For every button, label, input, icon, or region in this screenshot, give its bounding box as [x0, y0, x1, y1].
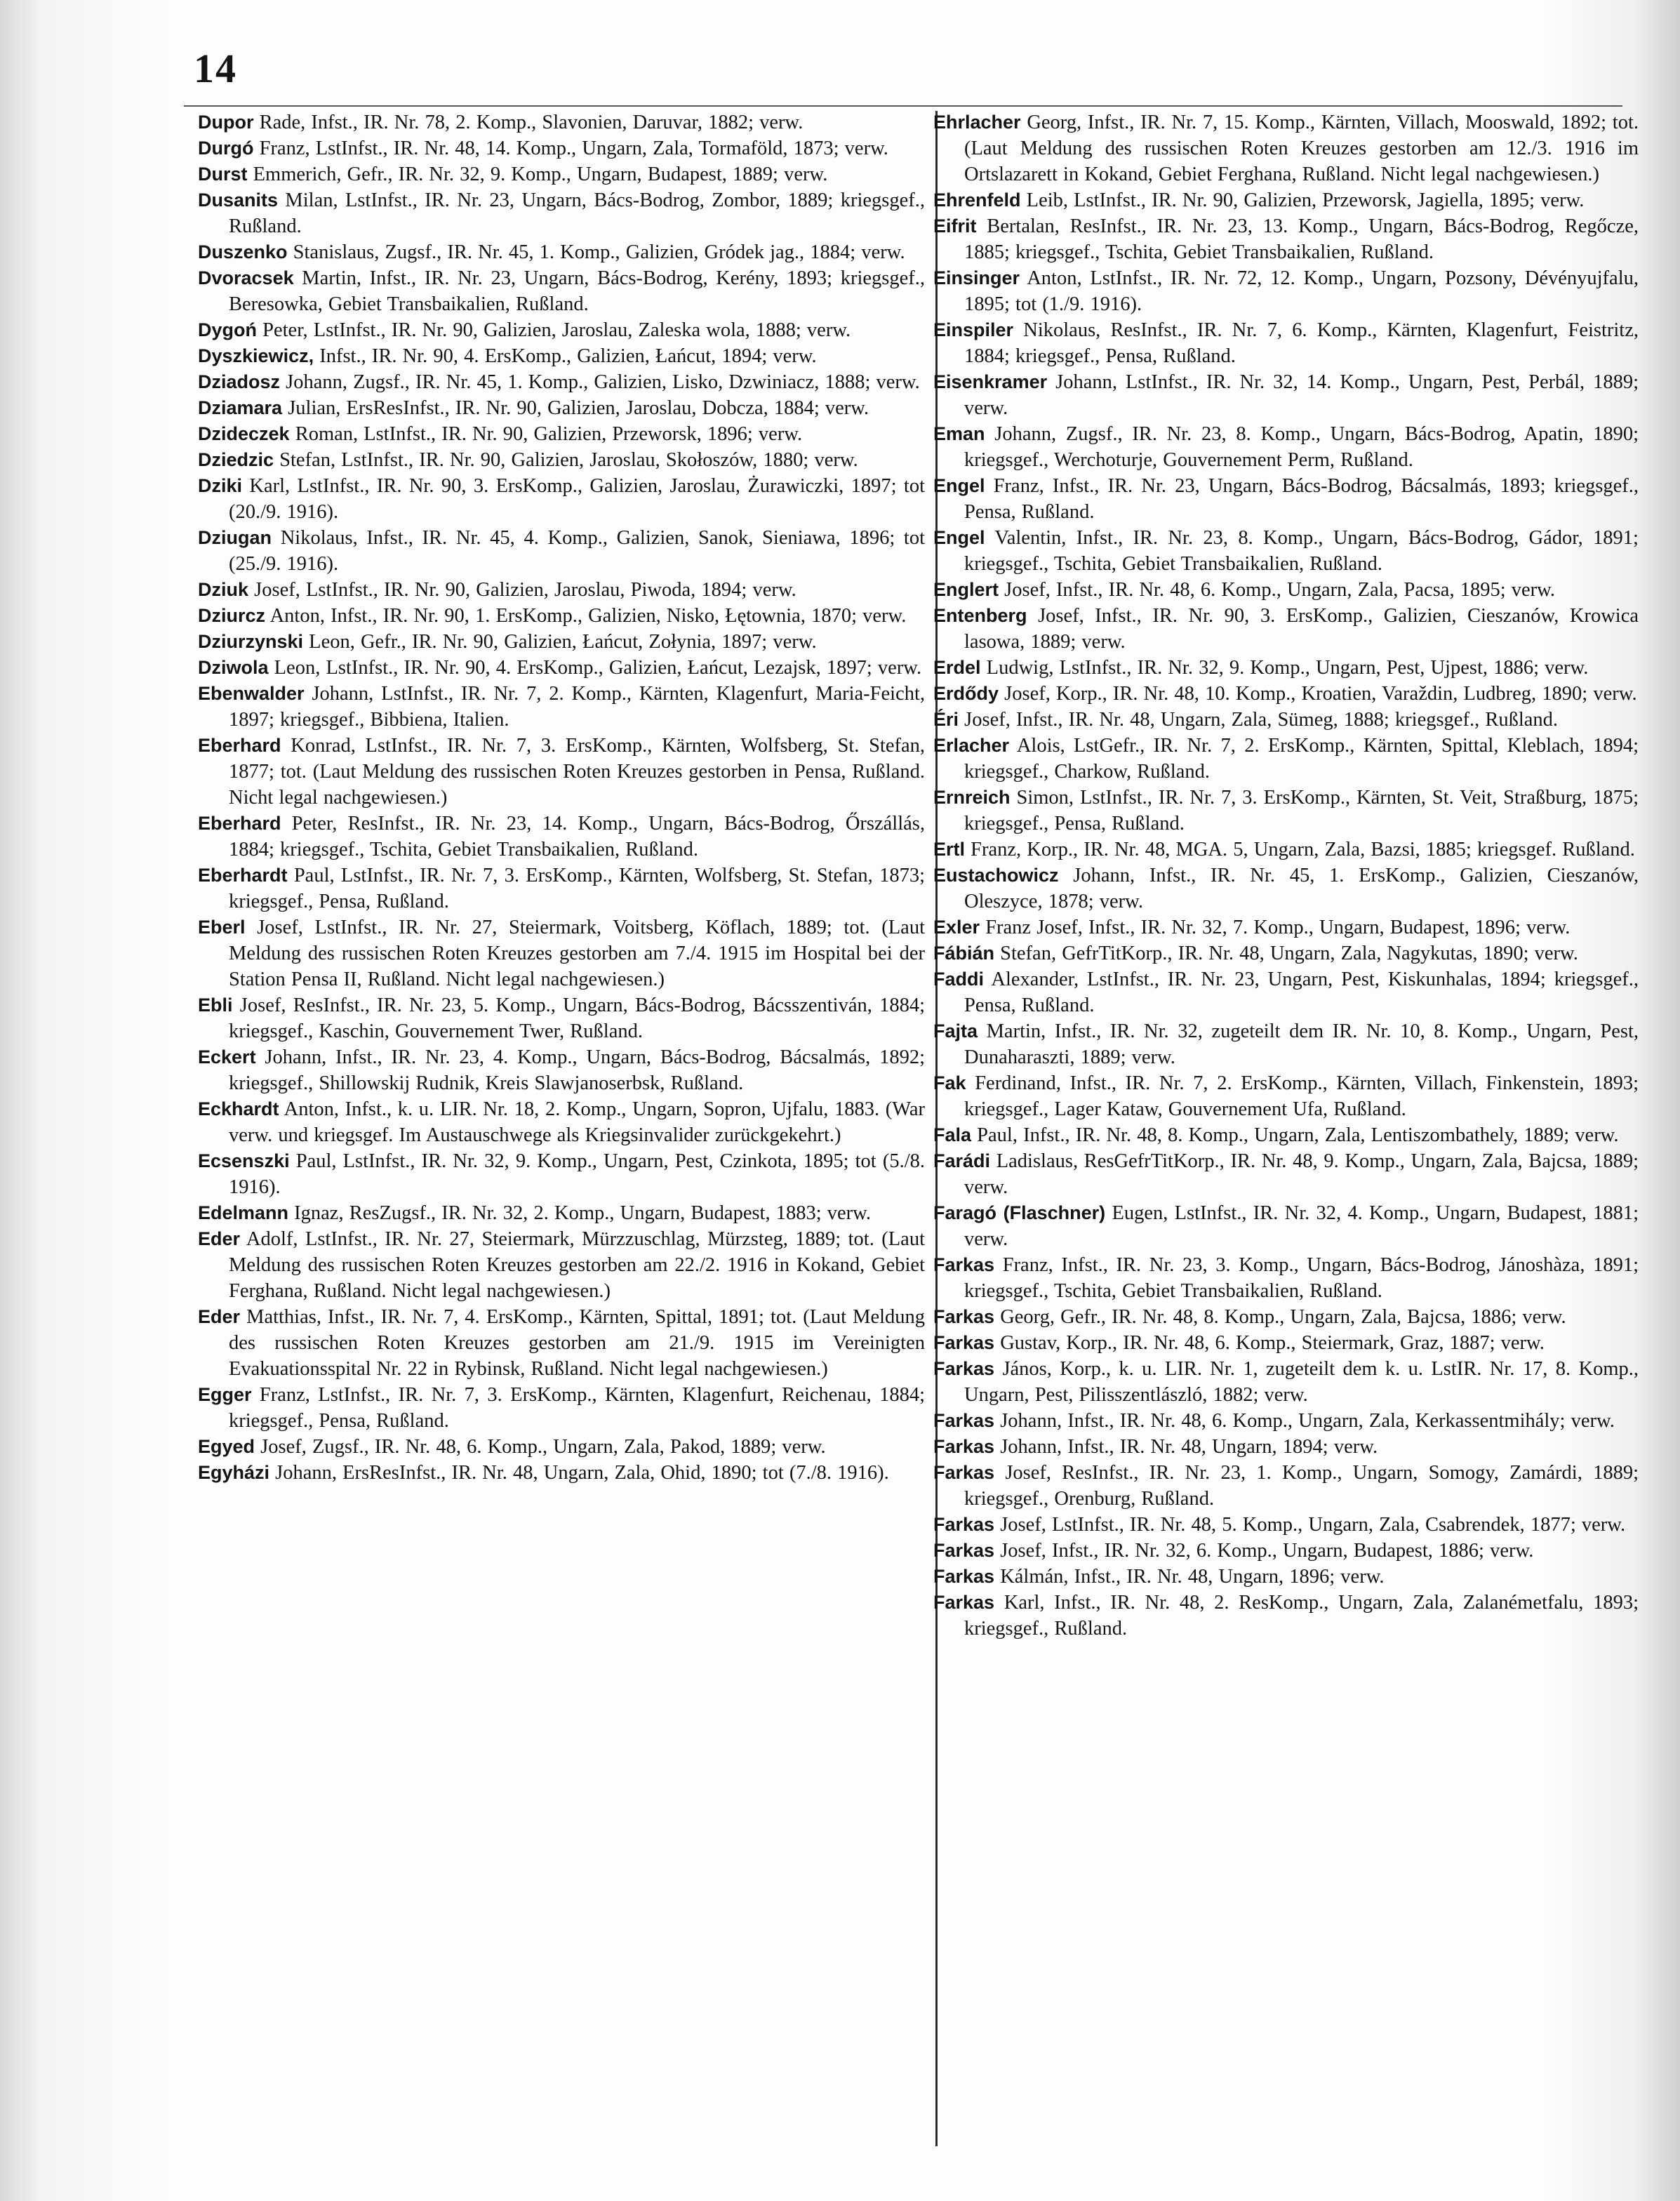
entry-details: Rade, Infst., IR. Nr. 78, 2. Komp., Slavonien, Daruvar, 1882; verw.	[259, 112, 804, 133]
register-entry	[933, 681, 1639, 707]
entry-surname: Ernreich	[933, 787, 1011, 808]
entry-details: Josef, ResInfst., IR. Nr. 23, 5. Komp., Ungarn, Bács-Bodrog, Bácsszentiván, 1884; kriegsgef., Kaschin, Gouvernement Twer, Rußland.	[229, 995, 926, 1042]
register-entry	[933, 733, 1639, 785]
register-entry	[198, 239, 925, 265]
entry-surname: Faragó (Flaschner)	[933, 1202, 1106, 1223]
entry-surname: Dziki	[198, 475, 243, 496]
entry-surname: Fala	[933, 1124, 972, 1145]
header-rule	[184, 105, 1622, 107]
register-entry	[933, 109, 1639, 187]
entry-surname: Fak	[933, 1072, 966, 1093]
entry-surname: Egger	[198, 1384, 252, 1405]
entry-surname: Eman	[933, 423, 985, 444]
entry-details: Franz, LstInfst., IR. Nr. 48, 14. Komp., Ungarn, Zala, Tormaföld, 1873; verw.	[259, 138, 888, 159]
entry-surname: Ehrenfeld	[933, 189, 1021, 211]
entry-surname: Dupor	[198, 112, 254, 133]
entry-surname: Egyházi	[198, 1462, 270, 1483]
register-entry	[198, 1304, 925, 1382]
entry-details: Nikolaus, Infst., IR. Nr. 45, 4. Komp., Galizien, Sanok, Sieniawa, 1896; tot (25./9. 1916).	[229, 527, 925, 575]
entry-details: Milan, LstInfst., IR. Nr. 23, Ungarn, Bács-Bodrog, Zombor, 1889; kriegsgef., Rußland.	[229, 189, 926, 237]
entry-surname: Farkas	[933, 1514, 995, 1535]
entry-surname: Dvoracsek	[198, 267, 294, 288]
entry-surname: Ebenwalder	[198, 683, 305, 704]
register-entry	[933, 603, 1639, 655]
entry-surname: Dyszkiewicz,	[198, 345, 314, 366]
entry-details: Johann, Infst., IR. Nr. 23, 4. Komp., Ungarn, Bács-Bodrog, Bácsalmás, 1892; kriegsgef., Shillowskij Rudnik, Kreis Slawjanoserbsk, Rußland.	[229, 1046, 926, 1094]
entry-surname: Dygoń	[198, 319, 257, 340]
entry-details: Karl, Infst., IR. Nr. 48, 2. ResKomp., Ungarn, Zala, Zalanémetfalu, 1893; kriegsgef., Rußland.	[964, 1592, 1639, 1640]
entry-surname: Farkas	[933, 1462, 995, 1483]
entry-surname: Dziugan	[198, 527, 272, 548]
entry-surname: Eustachowicz	[933, 865, 1059, 886]
entry-details: Konrad, LstInfst., IR. Nr. 7, 3. ErsKomp., Kärnten, Wolfsberg, St. Stefan, 1877; tot. (Laut Meldung des russischen Roten Kreuzes gestorben in Pensa, Rußland. Nicht legal nachgewiesen.)	[229, 735, 926, 809]
entry-surname: Egyed	[198, 1436, 255, 1457]
entry-surname: Eckert	[198, 1046, 256, 1068]
register-entry	[933, 837, 1639, 863]
register-entry	[198, 525, 925, 577]
entry-surname: Ertl	[933, 839, 966, 860]
register-entry	[198, 265, 925, 317]
entry-surname: Eisenkramer	[933, 371, 1048, 392]
register-entry	[198, 395, 925, 421]
register-entry	[198, 1096, 925, 1148]
entry-surname: Durgó	[198, 138, 254, 159]
entry-details: Stefan, LstInfst., IR. Nr. 90, Galizien, Jaroslau, Skołoszów, 1880; verw.	[279, 449, 858, 471]
entry-details: Josef, LstInfst., IR. Nr. 90, Galizien, Jaroslau, Piwoda, 1894; verw.	[254, 579, 796, 601]
entry-details: Franz, Infst., IR. Nr. 23, 3. Komp., Ungarn, Bács-Bodrog, Jánoshàza, 1891; kriegsgef., Tschita, Gebiet Transbaikalien, Rußland.	[964, 1254, 1639, 1302]
entry-surname: Eifrit	[933, 215, 977, 237]
register-entry	[933, 785, 1639, 837]
entry-details: Anton, LstInfst., IR. Nr. 72, 12. Komp., Ungarn, Pozsony, Dévényujfalu, 1895; tot (1./9. 1916).	[964, 267, 1639, 315]
register-entry	[933, 1590, 1639, 1642]
register-entry	[933, 525, 1639, 577]
register-entry	[198, 1200, 925, 1226]
register-entry	[198, 161, 925, 187]
entry-surname: Fajta	[933, 1020, 978, 1042]
entry-surname: Farkas	[933, 1306, 995, 1327]
entry-details: Georg, Infst., IR. Nr. 7, 15. Komp., Kärnten, Villach, Mooswald, 1892; tot. (Laut Meldung des russischen Roten Kreuzes gestorben am 12./3. 1916 im Ortslazarett in Kokand, Gebiet Ferghana, Rußland. Nicht legal nachgewiesen.)	[964, 112, 1639, 185]
entry-details: Anton, Infst., k. u. LIR. Nr. 18, 2. Komp., Ungarn, Sopron, Ujfalu, 1883. (War verw. und kriegsgef. Im Austauschwege als Kriegsinvalider zurückgekehrt.)	[229, 1098, 925, 1146]
register-entry	[198, 1382, 925, 1434]
entry-details: Johann, Zugsf., IR. Nr. 45, 1. Komp., Galizien, Lisko, Dzwiniacz, 1888; verw.	[286, 371, 920, 393]
entry-details: Georg, Gefr., IR. Nr. 48, 8. Komp., Ungarn, Zala, Bajcsa, 1886; verw.	[1000, 1306, 1566, 1328]
entry-surname: Dziamara	[198, 397, 283, 418]
register-entry	[933, 265, 1639, 317]
register-entry	[198, 992, 925, 1044]
entry-details: Peter, LstInfst., IR. Nr. 90, Galizien, Jaroslau, Zaleska wola, 1888; verw.	[262, 319, 851, 341]
entry-surname: Farkas	[933, 1358, 995, 1379]
entry-details: Franz Josef, Infst., IR. Nr. 32, 7. Komp., Ungarn, Budapest, 1896; verw.	[985, 917, 1571, 938]
entry-surname: Englert	[933, 579, 999, 600]
entry-details: Bertalan, ResInfst., IR. Nr. 23, 13. Komp., Ungarn, Bács-Bodrog, Regőcze, 1885; kriegsgef., Tschita, Gebiet Transbaikalien, Rußland.	[964, 215, 1639, 263]
entry-surname: Dusanits	[198, 189, 279, 211]
entry-details: Ferdinand, Infst., IR. Nr. 7, 2. ErsKomp., Kärnten, Villach, Finkenstein, 1893; kriegsgef., Lager Kataw, Gouvernement Ufa, Rußland.	[964, 1072, 1639, 1120]
right-column	[933, 109, 1639, 1642]
entry-details: Josef, ResInfst., IR. Nr. 23, 1. Komp., Ungarn, Somogy, Zamárdi, 1889; kriegsgef., Orenburg, Rußland.	[964, 1462, 1639, 1510]
entry-surname: Ehrlacher	[933, 112, 1021, 133]
entry-surname: Farkas	[933, 1592, 995, 1613]
entry-details: Peter, ResInfst., IR. Nr. 23, 14. Komp., Ungarn, Bács-Bodrog, Őrszállás, 1884; kriegsgef., Tschita, Gebiet Transbaikalien, Rußland.	[229, 813, 926, 860]
register-entry	[198, 1044, 925, 1096]
register-entry	[198, 369, 925, 395]
register-entry	[198, 187, 925, 239]
entry-details: Paul, LstInfst., IR. Nr. 7, 3. ErsKomp., Kärnten, Wolfsberg, St. Stefan, 1873; kriegsgef., Pensa, Rußland.	[229, 865, 925, 912]
entry-details: János, Korp., k. u. LIR. Nr. 1, zugeteilt dem k. u. LstIR. Nr. 17, 8. Komp., Ungarn, Pest, Pilisszentlászló, 1882; verw.	[964, 1358, 1639, 1406]
register-entry	[198, 1148, 925, 1200]
entry-surname: Duszenko	[198, 241, 288, 262]
entry-surname: Farkas	[933, 1436, 995, 1457]
entry-surname: Dziedzic	[198, 449, 274, 470]
entry-details: Infst., IR. Nr. 90, 4. ErsKomp., Galizien, Łańcut, 1894; verw.	[319, 345, 817, 367]
entry-details: Leon, LstInfst., IR. Nr. 90, 4. ErsKomp., Galizien, Łańcut, Lezajsk, 1897; verw.	[274, 657, 922, 679]
entry-details: Johann, LstInfst., IR. Nr. 7, 2. Komp., Kärnten, Klagenfurt, Maria-Feicht, 1897; kriegsgef., Bibbiena, Italien.	[229, 683, 926, 731]
entry-surname: Einsinger	[933, 267, 1020, 288]
entry-details: Ignaz, ResZugsf., IR. Nr. 32, 2. Komp., Ungarn, Budapest, 1883; verw.	[294, 1202, 872, 1224]
register-entry	[198, 421, 925, 447]
entry-details: Julian, ErsResInfst., IR. Nr. 90, Galizien, Jaroslau, Dobcza, 1884; verw.	[288, 397, 869, 419]
register-entry	[933, 1148, 1639, 1200]
register-entry	[933, 863, 1639, 915]
entry-details: Roman, LstInfst., IR. Nr. 90, Galizien, Przeworsk, 1896; verw.	[295, 423, 803, 445]
register-entry	[198, 447, 925, 473]
entry-details: Anton, Infst., IR. Nr. 90, 1. ErsKomp., Galizien, Nisko, Łętownia, 1870; verw.	[269, 605, 907, 627]
entry-details: Martin, Infst., IR. Nr. 32, zugeteilt dem IR. Nr. 10, 8. Komp., Ungarn, Pest, Dunaharaszti, 1889; verw.	[964, 1020, 1639, 1068]
register-entry	[198, 473, 925, 525]
register-entry	[933, 317, 1639, 369]
entry-details: Franz, Infst., IR. Nr. 23, Ungarn, Bács-Bodrog, Bácsalmás, 1893; kriegsgef., Pensa, Rußland.	[964, 475, 1639, 523]
register-entry	[933, 1018, 1639, 1070]
entry-surname: Dziwola	[198, 657, 269, 678]
entry-details: Ludwig, LstInfst., IR. Nr. 32, 9. Komp., Ungarn, Pest, Ujpest, 1886; verw.	[986, 657, 1589, 679]
entry-details: Josef, Infst., IR. Nr. 90, 3. ErsKomp., Galizien, Cieszanów, Krowica lasowa, 1889; verw.	[964, 605, 1639, 653]
entry-surname: Erlacher	[933, 735, 1010, 756]
register-entry	[933, 1434, 1639, 1460]
entry-details: Josef, Korp., IR. Nr. 48, 10. Komp., Kroatien, Varaždin, Ludbreg, 1890; verw.	[1004, 683, 1637, 705]
register-entry	[933, 421, 1639, 473]
register-entry	[198, 629, 925, 655]
entry-surname: Eberl	[198, 917, 246, 938]
entry-details: Paul, LstInfst., IR. Nr. 32, 9. Komp., Ungarn, Pest, Czinkota, 1895; tot (5./8. 1916).	[229, 1150, 925, 1198]
register-entry	[198, 577, 925, 603]
entry-surname: Éri	[933, 709, 959, 730]
entry-surname: Dziurzynski	[198, 631, 304, 652]
entry-surname: Dziuk	[198, 579, 249, 600]
entry-details: Leon, Gefr., IR. Nr. 90, Galizien, Łańcut, Zołynia, 1897; verw.	[309, 631, 817, 653]
entry-surname: Ebli	[198, 995, 233, 1016]
register-entry	[198, 343, 925, 369]
entry-details: Gustav, Korp., IR. Nr. 48, 6. Komp., Steiermark, Graz, 1887; verw.	[1000, 1332, 1545, 1354]
entry-surname: Eberhard	[198, 813, 281, 834]
register-entry	[933, 966, 1639, 1018]
register-entry	[198, 603, 925, 629]
entry-details: Eugen, LstInfst., IR. Nr. 32, 4. Komp., Ungarn, Budapest, 1881; verw.	[964, 1202, 1639, 1250]
entry-surname: Engel	[933, 475, 985, 496]
entry-details: Stefan, GefrTitKorp., IR. Nr. 48, Ungarn, Zala, Nagykutas, 1890; verw.	[1000, 943, 1578, 964]
entry-details: Josef, LstInfst., IR. Nr. 27, Steiermark, Voitsberg, Köflach, 1889; tot. (Laut Meldung des russischen Roten Kreuzes gestorben am 7./4. 1915 im Hospital bei der Station Pensa II, Rußland. Nicht legal nachgewiesen.)	[229, 917, 926, 990]
entry-surname: Dziurcz	[198, 605, 266, 626]
entry-surname: Eberhardt	[198, 865, 288, 886]
entry-surname: Farkas	[933, 1332, 995, 1353]
entry-details: Johann, ErsResInfst., IR. Nr. 48, Ungarn, Zala, Ohid, 1890; tot (7./8. 1916).	[275, 1462, 889, 1484]
entry-details: Josef, Zugsf., IR. Nr. 48, 6. Komp., Ungarn, Zala, Pakod, 1889; verw.	[260, 1436, 826, 1458]
register-entry	[933, 915, 1639, 940]
entry-surname: Dziadosz	[198, 371, 281, 392]
register-entry	[198, 135, 925, 161]
entry-surname: Farkas	[933, 1254, 995, 1275]
entry-surname: Eckhardt	[198, 1098, 279, 1119]
register-entry	[198, 733, 925, 811]
register-entry	[198, 655, 925, 681]
entry-details: Josef, Infst., IR. Nr. 32, 6. Komp., Ungarn, Budapest, 1886; verw.	[1000, 1540, 1534, 1562]
register-entry	[933, 1538, 1639, 1564]
entry-surname: Erdel	[933, 657, 981, 678]
entry-surname: Eder	[198, 1306, 241, 1327]
entry-details: Karl, LstInfst., IR. Nr. 90, 3. ErsKomp., Galizien, Jaroslau, Żurawiczki, 1897; tot (20./9. 1916).	[229, 475, 925, 523]
entry-details: Simon, LstInfst., IR. Nr. 7, 3. ErsKomp., Kärnten, St. Veit, Straßburg, 1875; kriegsgef., Pensa, Rußland.	[964, 787, 1639, 834]
register-entry	[933, 1304, 1639, 1330]
entry-details: Josef, Infst., IR. Nr. 48, 6. Komp., Ungarn, Zala, Pacsa, 1895; verw.	[1004, 579, 1555, 601]
page-number: 14	[194, 46, 237, 91]
entry-surname: Edelmann	[198, 1202, 289, 1223]
entry-surname: Faddi	[933, 969, 984, 990]
entry-details: Emmerich, Gefr., IR. Nr. 32, 9. Komp., Ungarn, Budapest, 1889; verw.	[253, 164, 828, 185]
register-entry	[933, 1408, 1639, 1434]
entry-surname: Farkas	[933, 1410, 995, 1431]
register-entry	[933, 1564, 1639, 1590]
register-entry	[933, 1200, 1639, 1252]
entry-details: Josef, Infst., IR. Nr. 48, Ungarn, Zala, Sümeg, 1888; kriegsgef., Rußland.	[964, 709, 1559, 731]
register-entry	[198, 811, 925, 863]
entry-details: Johann, Infst., IR. Nr. 45, 1. ErsKomp., Galizien, Cieszanów, Oleszyce, 1878; verw.	[964, 865, 1639, 912]
entry-surname: Farkas	[933, 1566, 995, 1587]
entry-surname: Fábián	[933, 943, 995, 964]
entry-surname: Farkas	[933, 1540, 995, 1561]
entry-details: Stanislaus, Zugsf., IR. Nr. 45, 1. Komp., Galizien, Gródek jag., 1884; verw.	[293, 241, 905, 263]
entry-details: Matthias, Infst., IR. Nr. 7, 4. ErsKomp., Kärnten, Spittal, 1891; tot. (Laut Meldung des russischen Roten Kreuzes gestorben am 21./9. 1915 im Vereinigten Evakuationsspital Nr. 22 in Rybinsk, Rußland. Nicht legal nachgewiesen.)	[229, 1306, 926, 1380]
register-entry	[198, 1226, 925, 1304]
entry-surname: Farádi	[933, 1150, 991, 1171]
entry-surname: Engel	[933, 527, 985, 548]
left-column	[198, 109, 925, 1486]
register-entry	[933, 369, 1639, 421]
entry-surname: Eberhard	[198, 735, 281, 756]
entry-details: Franz, LstInfst., IR. Nr. 7, 3. ErsKomp., Kärnten, Klagenfurt, Reichenau, 1884; kriegsgef., Pensa, Rußland.	[229, 1384, 925, 1432]
entry-details: Nikolaus, ResInfst., IR. Nr. 7, 6. Komp., Kärnten, Klagenfurt, Feistritz, 1884; kriegsgef., Pensa, Rußland.	[964, 319, 1639, 367]
entry-details: Paul, Infst., IR. Nr. 48, 8. Komp., Ungarn, Zala, Lentiszombathely, 1889; verw.	[977, 1124, 1619, 1146]
entry-details: Leib, LstInfst., IR. Nr. 90, Galizien, Przeworsk, Jagiella, 1895; verw.	[1026, 189, 1585, 211]
register-entry	[933, 1356, 1639, 1408]
register-entry	[198, 109, 925, 135]
entry-details: Johann, Infst., IR. Nr. 48, Ungarn, 1894; verw.	[1000, 1436, 1378, 1458]
entry-details: Adolf, LstInfst., IR. Nr. 27, Steiermark, Mürzzuschlag, Mürzsteg, 1889; tot. (Laut Meldung des russischen Roten Kreuzes gestorben am 22./2. 1916 in Kokand, Gebiet Ferghana, Rußland. Nicht legal nachgewiesen.)	[229, 1228, 925, 1302]
register-entry	[198, 681, 925, 733]
entry-details: Josef, LstInfst., IR. Nr. 48, 5. Komp., Ungarn, Zala, Csabrendek, 1877; verw.	[1000, 1514, 1626, 1536]
entry-surname: Exler	[933, 917, 980, 938]
register-entry	[198, 317, 925, 343]
entry-surname: Einspiler	[933, 319, 1014, 340]
entry-surname: Durst	[198, 164, 248, 185]
entry-details: Franz, Korp., IR. Nr. 48, MGA. 5, Ungarn, Zala, Bazsi, 1885; kriegsgef. Rußland.	[971, 839, 1635, 860]
register-entry	[198, 1434, 925, 1460]
entry-details: Kálmán, Infst., IR. Nr. 48, Ungarn, 1896; verw.	[1000, 1566, 1385, 1588]
register-entry	[198, 915, 925, 992]
entry-details: Ladislaus, ResGefrTitKorp., IR. Nr. 48, 9. Komp., Ungarn, Zala, Bajcsa, 1889; verw.	[964, 1150, 1639, 1198]
entry-surname: Dzideczek	[198, 423, 290, 444]
entry-surname: Eder	[198, 1228, 241, 1249]
register-entry	[198, 1460, 925, 1486]
entry-surname: Erdődy	[933, 683, 999, 704]
entry-details: Martin, Infst., IR. Nr. 23, Ungarn, Bács-Bodrog, Kerény, 1893; kriegsgef., Beresowka, Gebiet Transbaikalien, Rußland.	[229, 267, 925, 315]
register-entry	[933, 707, 1639, 733]
entry-details: Alois, LstGefr., IR. Nr. 7, 2. ErsKomp., Kärnten, Spittal, Kleblach, 1894; kriegsgef., Charkow, Rußland.	[964, 735, 1639, 783]
register-entry	[933, 1460, 1639, 1512]
register-entry	[933, 1512, 1639, 1538]
entry-details: Johann, Zugsf., IR. Nr. 23, 8. Komp., Ungarn, Bács-Bodrog, Apatin, 1890; kriegsgef., Werchoturje, Gouvernement Perm, Rußland.	[964, 423, 1639, 471]
register-entry	[933, 655, 1639, 681]
register-entry	[933, 940, 1639, 966]
register-entry	[933, 1330, 1639, 1356]
entry-details: Alexander, LstInfst., IR. Nr. 23, Ungarn, Pest, Kiskunhalas, 1894; kriegsgef., Pensa, Rußland.	[964, 969, 1639, 1016]
entry-surname: Entenberg	[933, 605, 1027, 626]
entry-details: Johann, Infst., IR. Nr. 48, 6. Komp., Ungarn, Zala, Kerkassentmihály; verw.	[1000, 1410, 1615, 1432]
entry-surname: Ecsenszki	[198, 1150, 290, 1171]
register-entry	[933, 1252, 1639, 1304]
entry-details: Valentin, Infst., IR. Nr. 23, 8. Komp., Ungarn, Bács-Bodrog, Gádor, 1891; kriegsgef., Tschita, Gebiet Transbaikalien, Rußland.	[964, 527, 1639, 575]
entry-details: Johann, LstInfst., IR. Nr. 32, 14. Komp., Ungarn, Pest, Perbál, 1889; verw.	[964, 371, 1639, 419]
register-entry	[933, 187, 1639, 213]
register-entry	[933, 1070, 1639, 1122]
register-entry	[933, 577, 1639, 603]
register-entry	[933, 1122, 1639, 1148]
register-entry	[933, 213, 1639, 265]
register-entry	[198, 863, 925, 915]
register-entry	[933, 473, 1639, 525]
